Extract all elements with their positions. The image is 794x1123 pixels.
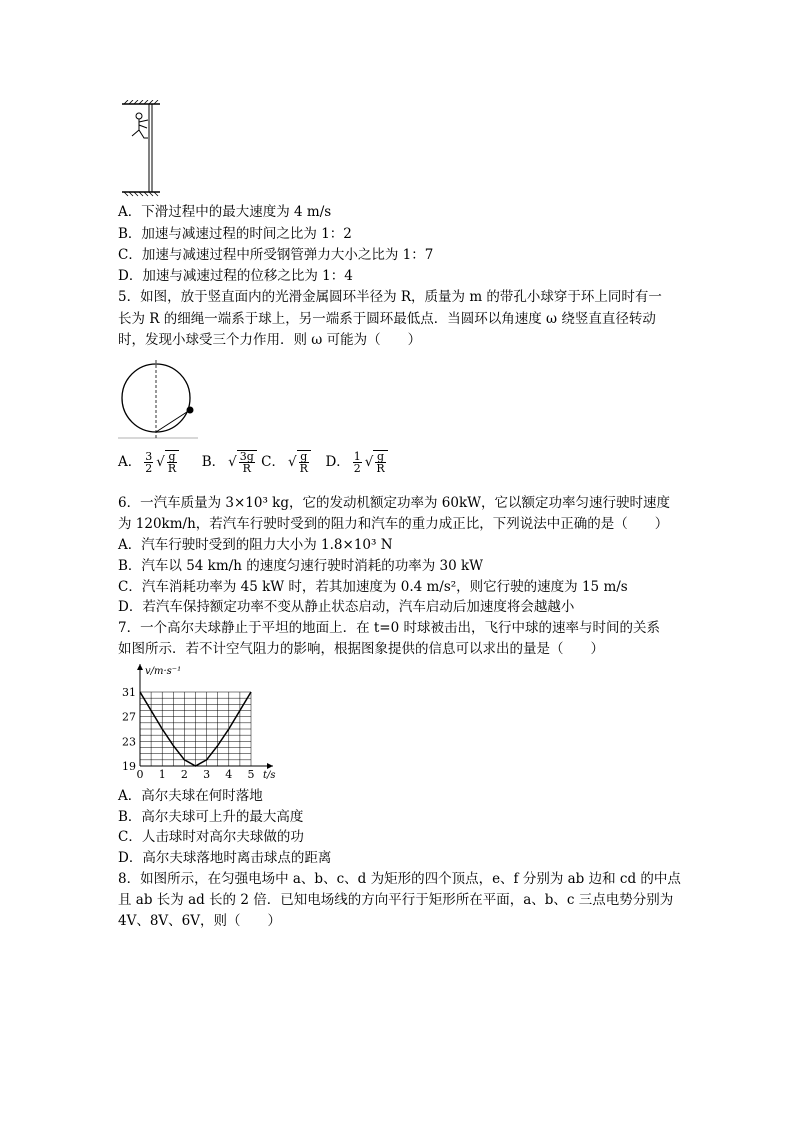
q5-stem-line1: 5．如图，放于竖直面内的光滑金属圆环半径为 R，质量为 m 的带孔小球穿于环上同时有一: [118, 289, 662, 305]
sqrt-sign: √ $\frac{g}{R}$: [288, 450, 311, 474]
rad-den: R: [299, 462, 308, 475]
q7-stem-line1: 7．一个高尔夫球静止于平坦的地面上．在 t=0 时球被击出，飞行中球的速率与时间的关系: [118, 620, 660, 636]
sqrt-sign: √ $\frac{g}{R}$: [365, 450, 388, 474]
q6-option-b: B．汽车以 54 km/h 的速度匀速行驶时消耗的功率为 30 kW: [118, 558, 484, 574]
y-tick-label: 19: [122, 760, 136, 773]
ring-figure: [118, 360, 198, 442]
rad-num: g: [300, 450, 308, 463]
rad-den: R: [376, 462, 385, 475]
x-tick-label: 5: [247, 768, 255, 781]
q7-option-c: C．人击球时对高尔夫球做的功: [118, 829, 304, 845]
q6-option-c: C．汽车消耗功率为 45 kW 时，若其加速度为 0.4 m/s²，则它行驶的速度为 15 m/s: [118, 579, 628, 595]
q5-option-a: [118, 450, 179, 474]
q6-stem-line2: 为 120km/h，若汽车行驶时受到的阻力和汽车的重力成正比，下列说法中正确的是（ ）: [118, 516, 669, 532]
frac-den: 2: [353, 461, 361, 475]
q4-option-c: C．加速与减速过程中所受钢管弹力大小之比为 1：7: [118, 247, 434, 263]
pole-figure: [118, 100, 168, 200]
q5-stem-line3: 时，发现小球受三个力作用．则 ω 可能为（ ）: [118, 332, 422, 348]
y-axis-arrow: [137, 664, 143, 670]
rad-num: 3g: [239, 450, 254, 463]
q4-option-b: B．加速与减速过程的时间之比为 1：2: [118, 226, 352, 242]
q6-stem-line1: 6．一汽车质量为 3×10³ kg，它的发动机额定功率为 60kW，它以额定功率匀速行驶时速度: [118, 495, 671, 511]
x-tick-label: 3: [203, 768, 211, 781]
option-a-label: A．: [118, 454, 142, 470]
q6-option-a: A．汽车行驶时受到的阻力大小为 1.8×10³ N: [118, 537, 393, 553]
rad-num: g: [377, 450, 385, 463]
q5-option-d: [325, 450, 387, 474]
x-tick-label: 1: [158, 768, 166, 781]
q8-stem-line1: 8．如图所示，在匀强电场中 a、b、c、d 为矩形的四个顶点，e、f 分别为 ab 边和 cd 的中点: [118, 871, 681, 887]
option-c-label: C．: [261, 454, 285, 470]
q5-stem-line2: 长为 R 的细绳一端系于球上，另一端系于圆环最低点．当圆环以角速度 ω 绕竖直直径转动: [118, 311, 656, 327]
q6-option-d: D．若汽车保持额定功率不变从静止状态启动，汽车启动后加速度将会越越小: [118, 599, 575, 615]
rad-num: g: [168, 450, 176, 463]
x-tick-label: 0: [136, 768, 144, 781]
frac-den: 2: [145, 461, 153, 475]
x-axis-label: t/s: [263, 770, 276, 781]
rad-den: R: [242, 462, 251, 475]
option-d-label: D．: [325, 454, 350, 470]
rad-den: R: [167, 462, 177, 475]
q5-option-c: [261, 450, 311, 474]
option-b-label: B．: [201, 454, 226, 470]
q5-option-b: [202, 450, 257, 474]
sqrt-sign: √ $\frac{3g}{R}$: [228, 450, 257, 474]
frac-coef: [353, 451, 362, 474]
q4-option-a: A．下滑过程中的最大速度为 4 m/s: [118, 204, 332, 220]
x-axis-arrow: [267, 763, 273, 769]
frac-num: 3: [145, 449, 153, 463]
q7-stem-line2: 如图所示．若不计空气阻力的影响，根据图象提供的信息可以求出的量是（ ）: [118, 641, 604, 657]
q7-option-b: B．高尔夫球可上升的最大高度: [118, 809, 304, 825]
q7-option-a: A．高尔夫球在何时落地: [118, 788, 263, 804]
q8-stem-line3: 4V、8V、6V，则（ ）: [118, 913, 282, 929]
y-tick-label: 23: [122, 735, 136, 749]
y-tick-label: 31: [122, 686, 136, 699]
y-axis-label: v/m·s⁻¹: [145, 666, 182, 677]
velocity-time-chart: [118, 660, 288, 782]
q8-stem-line2: 且 ab 长为 ad 长的 2 倍．已知电场线的方向平行于矩形所在平面，a、b、c 三点电势分别为: [118, 892, 674, 908]
frac-num: 1: [353, 449, 361, 463]
y-tick-label: 27: [122, 710, 136, 724]
x-tick-label: 2: [180, 768, 188, 781]
x-tick-label: 4: [225, 768, 233, 781]
q7-option-d: D．高尔夫球落地时离击球点的距离: [118, 850, 332, 866]
q4-option-d: D．加速与减速过程的位移之比为 1：4: [118, 268, 353, 284]
q5-options: [118, 450, 388, 474]
sqrt-sign: √ $\frac{g}{R}$: [156, 450, 179, 474]
frac-coef: [144, 451, 153, 474]
